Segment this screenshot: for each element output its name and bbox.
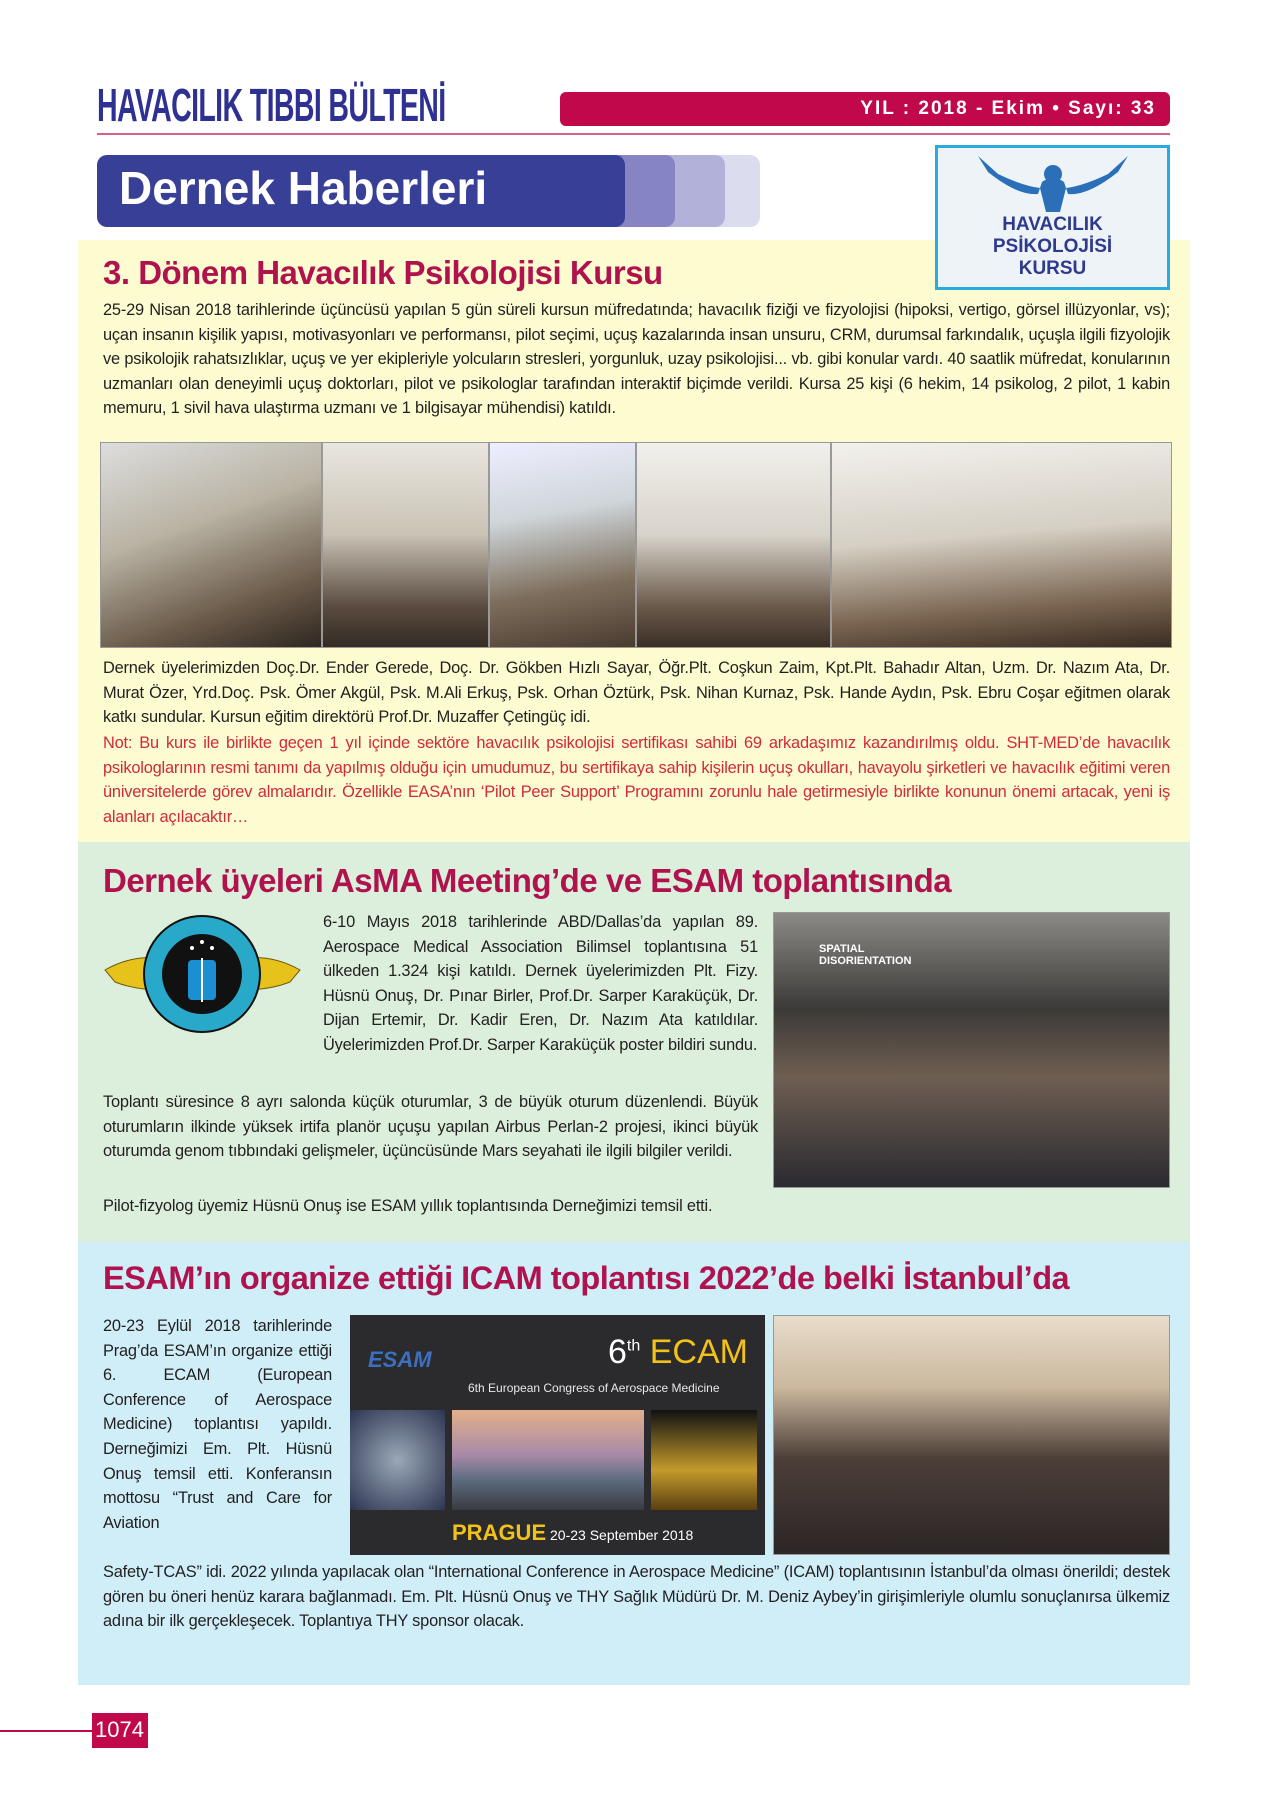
course-logo-line: PSİKOLOJİSİ — [992, 236, 1113, 257]
footer-line — [0, 1730, 92, 1732]
astronomical-clock-image — [350, 1410, 445, 1510]
bulletin-title: HAVACILIK TIBBI BÜLTENİ — [97, 79, 446, 131]
article-body: 25-29 Nisan 2018 tarihlerinde üçüncüsü yapılan 5 gün süreli kursun müfredatında; havacılık fiziği ve fizyolojisi (hipoksi, vertigo, görsel illüzyonlar, vs); uçan insanın kişilik yapısı, motivasyonları ve performansı, pilot seçimi, uçuş kazalarında insan unsuru, CRM, durumsal farkındalık, uçuşla ilgili fizyolojik ve psikolojik rahatsızlıklar, uçuş ve yer ekipleriyle yolcuların stresleri, yorgunluk, uzay psikolojisi... vb. gibi konular vardı. 40 saatlik müfredat, konularının uzmanları olan deneyimli uçuş doktorları, pilot ve psikologlar tarafından interaktif biçimde verildi. Kursa 25 kişi (6 hekim, 14 psikolog, 2 pilot, 1 kabin memuru, 1 sivil hava ulaştırma uzmanı ve 1 bilgisayar mühendisi) katıldı. — [103, 301, 1170, 418]
aerospace-medical-association-emblem-icon — [100, 910, 305, 1038]
ecam-poster — [350, 1315, 765, 1555]
note-text: Not: Bu kurs ile birlikte geçen 1 yıl içinde sektöre havacılık psikolojisi sertifikası sahibi 69 arkadaşımız kazandırılmış oldu. SHT-MED’de havacılık psikologlarının resmi tanımı da yapılmış olduğu için umudumuz, bu sertifikaya sahip kişilerin uçuş okulları, havayolu şirketleri ve havacılık eğitimi veren üniversitelerde görev almalarıdır. Özellikle EASA’nın ‘Pilot Peer Support’ Programını zorunlu hale getirmesiyle birlikte konunun önemi artacak, yeni iş alanları açılacaktır… — [103, 734, 1170, 826]
article-psychology-course — [78, 240, 1190, 842]
meeting-group-photo — [773, 912, 1170, 1188]
article-body: 20-23 Eylül 2018 tarihlerinde Prag’da ESAM’ın organize ettiği 6. ECAM (European Conference of Aerospace Medicine) toplantısı yapıldı. Derneğimizi Em. Plt. Hüsnü Onuş temsil etti. Konferansın mottosu “Trust and Care for Aviation — [103, 1317, 332, 1532]
course-photo — [636, 442, 831, 648]
article-body: Pilot-fizyolog üyemiz Hüsnü Onuş ise ESAM yıllık toplantısında Derneğimizi temsil etti. — [103, 1197, 713, 1215]
poster-city: PRAGUE — [452, 1520, 547, 1545]
photo-sign-text: DISORIENTATION — [819, 955, 912, 967]
instructors-text: Dernek üyelerimizden Doç.Dr. Ender Gerede, Doç. Dr. Gökben Hızlı Sayar, Öğr.Plt. Coşkun Zaim, Kpt.Plt. Bahadır Altan, Uzm. Dr. Nazım Ata, Dr. Murat Özer, Yrd.Doç. Psk. Ömer Akgül, Psk. M.Ali Erkuş, Psk. Orhan Öztürk, Psk. Nihan Kurnaz, Psk. Hande Aydın, Psk. Ebru Coşar eğitmen olarak katkı sundular. Kursun eğitim direktörü Prof.Dr. Muzaffer Çetingüç idi. — [103, 659, 1170, 727]
article-icam — [78, 1242, 1190, 1685]
course-logo-line: KURSU — [1018, 258, 1087, 279]
asma-logo — [100, 910, 305, 1038]
ecam-sup: th — [626, 1337, 641, 1355]
photo-sign-text: SPATIAL — [819, 943, 865, 955]
prague-building-image — [651, 1410, 757, 1510]
article-title: ESAM’ın organize ettiği ICAM toplantısı 2022’de belki İstanbul’da — [103, 1260, 1070, 1296]
article-body: Toplantı süresince 8 ayrı salonda küçük oturumlar, 3 de büyük oturum düzenlendi. Büyük oturumların ilkinde yüksek irtifa planör uçuşu yapılan Airbus Perlan-2 projesi, ikinci büyük oturumda genom tıbbındaki gelişmeler, üçüncüsünde Mars seyahati ile ilgili bilgiler verildi. — [103, 1093, 758, 1161]
article-title: Dernek üyeleri AsMA Meeting’de ve ESAM toplantısında — [103, 862, 952, 899]
poster-dates: 20-23 September 2018 — [550, 1527, 694, 1543]
raised-arms-figure-icon — [968, 152, 1138, 214]
icam-group-photo — [773, 1315, 1170, 1555]
course-photo — [322, 442, 489, 648]
section-banner: Dernek Haberleri — [97, 155, 625, 227]
ecam-number: 6 — [608, 1333, 627, 1371]
course-photo — [831, 442, 1172, 648]
article-body: Safety-TCAS” idi. 2022 yılında yapılacak olan “International Conference in Aerospace Medicine” (ICAM) toplantısının İstanbul’da olması önerildi; destek gören bu öneri henüz karara bağlanmadı. Em. Plt. Hüsnü Onuş ve THY Sağlık Müdürü Dr. M. Deniz Aybey’in girişimleriyle olumlu sonuçlanırsa ülkemiz adına bir ilk gerçekleşecek. Toplantıya THY sponsor olacak. — [103, 1563, 1170, 1631]
poster-subtitle: 6th European Congress of Aerospace Medicine — [468, 1381, 720, 1395]
article-asma-meeting — [78, 842, 1190, 1242]
course-photo — [100, 442, 322, 648]
esam-logo-text: ESAM — [368, 1347, 432, 1372]
ecam-text: ECAM — [649, 1333, 748, 1371]
course-photo — [489, 442, 636, 648]
article-body: 6-10 Mayıs 2018 tarihlerinde ABD/Dallas’da yapılan 89. Aerospace Medical Association Bilimsel toplantısına 51 ülkeden 1.324 kişi katıldı. Dernek üyelerimizden Plt. Fizy. Hüsnü Onuş, Dr. Pınar Birler, Prof.Dr. Sarper Karaküçük, Dr. Dijan Ertemir, Dr. Kadir Eren, Dr. Nazım Ata katıldılar. Üyelerimizden Prof.Dr. Sarper Karaküçük poster bildiri sundu. — [323, 913, 758, 1054]
page-number: 1074 — [92, 1713, 148, 1748]
course-logo — [935, 145, 1170, 290]
prague-panorama-image — [452, 1410, 644, 1510]
article-title: 3. Dönem Havacılık Psikolojisi Kursu — [103, 254, 663, 291]
course-logo-line: HAVACILIK — [1002, 214, 1103, 235]
issue-info: YIL : 2018 - Ekim • Sayı: 33 — [560, 92, 1170, 126]
header-divider — [97, 133, 1170, 135]
ecam-heading — [608, 1333, 748, 1372]
